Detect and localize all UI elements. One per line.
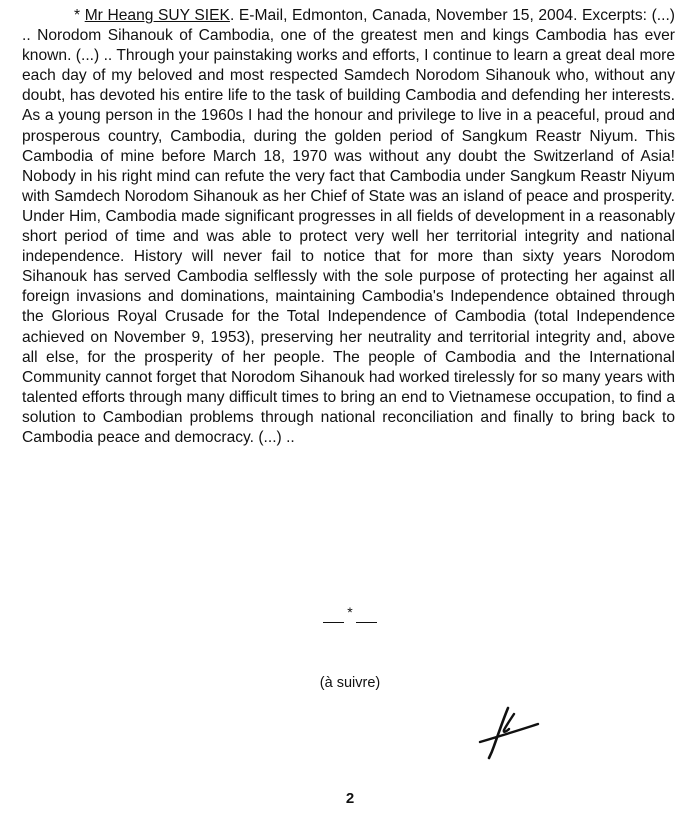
quote-paragraph <box>22 6 675 448</box>
separator-star: * <box>347 604 353 620</box>
separator-line-right <box>356 622 377 623</box>
quote-text: . E-Mail, Edmonton, Canada, November 15, 2004. Excerpts: (...) .. Norodom Sihanouk of Cambodia, one of the greatest men and kings Cambodia has ever known. (...) .. Through your painstaking works and efforts, I continue to learn a great deal more each day of my beloved and most respected Samdech Norodom Sihanouk who, without any doubt, has devoted his entire life to the task of building Cambodia and defending her interests. As a young person in the 1960s I had the honour and privilege to live in a peaceful, proud and prosperous country, Cambodia, during the golden period of Sangkum Reastr Niyum. This Cambodia of mine before March 18, 1970 was without any doubt the Switzerland of Asia! Nobody in his right mind can refute the very fact that Cambodia under Sangkum Reastr Niyum with Samdech Norodom Sihanouk as her Chief of State was an island of peace and prosperity. Under Him, Cambodia made significant progresses in all fields of development in a reasonably short period of time and was able to protect very well her territorial integrity and national independence. History will never fail to notice that for more than sixty years Norodom Sihanouk has served Cambodia selflessly with the sole purpose of protecting her against all foreign invasions and dominations, maintaining Cambodia's Independence obtained through the Glorious Royal Crusade for the Total Independence of Cambodia (total Independence achieved on November 9, 1953), preserving her neutrality and territorial integrity and, above all else, for the prosperity of her people. The people of Cambodia and the International Community cannot forget that Norodom Sihanouk had worked tirelessly for so many years with talented efforts through many difficult times to bring an end to Vietnamese occupation, to find a solution to Cambodian problems through national reconciliation and finally to bring back to Cambodia peace and democracy. (...) .. <box>22 7 675 446</box>
separator-line-left <box>323 622 344 623</box>
author-name: Mr Heang SUY SIEK <box>84 7 230 24</box>
handwritten-signature <box>470 700 550 765</box>
footnote-marker: * <box>74 7 81 24</box>
page-number: 2 <box>345 790 355 807</box>
continuation-note: (à suivre) <box>319 675 381 691</box>
section-separator <box>0 604 700 625</box>
